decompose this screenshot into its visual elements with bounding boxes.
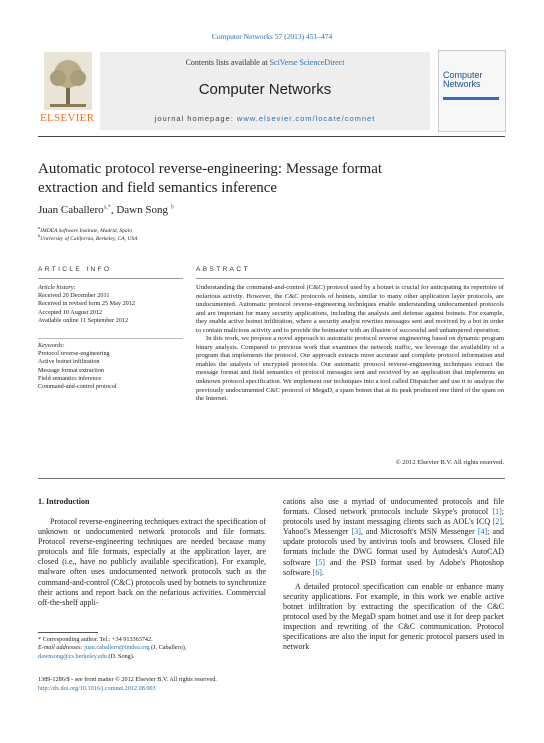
journal-homepage: journal homepage: www.elsevier.com/locate/comnet (154, 114, 376, 123)
keyword: Command-and-control protocol (38, 383, 117, 391)
article-info-label: ARTICLE INFO (38, 266, 112, 273)
tree-emblem-icon (44, 52, 92, 110)
elsevier-wordmark: ELSEVIER (40, 112, 95, 124)
affiliation-a: $^a$IMDEA Software Institute, Madrid, Spain (38, 225, 132, 234)
author-name: Dawn Song (116, 204, 168, 216)
history-item: Accepted 10 August 2012 (38, 308, 103, 316)
history-item: Received 20 December 2011 (38, 292, 110, 300)
abstract-paragraph: In this work, we propose a novel approach to automatic protocol reverse engineering based on dynamic program binary analysis. Compared to previous work that examines the network traffic, we leverage the availability of a program that implements the protocol. Our approach extracts more accurate and complete protocol information and enables the analysis of encrypted protocols. Our automatic protocol reverse-engineering techniques extract the message format and field semantics of protocol messages sent and received by an application that implements an unknown protocol specification. We implement our techniques into a tool called Dispatcher and use it to analyze the previously undocumented C&C protocol of MegaD, a spam botnet that at its peak produced one third of the spam on the Internet. (196, 335, 505, 403)
abstract-body (196, 284, 504, 404)
copyright-notice: © 2012 Elsevier B.V. All rights reserved. (395, 459, 504, 466)
author-name: Juan Caballero (38, 204, 104, 216)
paper-title: Automatic protocol reverse-engineering: Message format extraction and field semantics inference (38, 161, 383, 196)
reference-link[interactable]: [3] (351, 527, 361, 537)
author-affiliation-mark[interactable]: a,* (103, 204, 111, 211)
footnote-rule (38, 632, 98, 633)
section-heading: 1. Introduction (38, 497, 90, 506)
author-list: Juan Caballero$^{a,*}$, Dawn Song $^b$ (38, 204, 174, 216)
footnote: * Corresponding author. Tel.: +34 913363742. E-mail addresses: juan.caballero@imdea.org (J. Caballero), dawnsong@cs.berkeley.edu (D. Song). (38, 636, 187, 660)
right-column (283, 497, 504, 652)
reference-link[interactable]: [5] (315, 557, 325, 567)
keyword: Message format extraction (38, 366, 104, 374)
sciencedirect-link[interactable]: SciVerse ScienceDirect (269, 58, 345, 67)
contents-line: Contents lists available at SciVerse ScienceDirect (185, 58, 345, 67)
article-history: Article history: Received 20 December 2011 Received in revised form 25 May 2012 Accepted 10 August 2012 Available online 11 September 2012 (38, 284, 183, 325)
body-paragraph: A detailed protocol specification can enable or enhance many security applications. For example, in this work we enable active botnet infiltration by extracting the specification of the C&C protocol used by the MegaD spam botnet and use it for deep packet inspection and rewriting of the C&C communication. Protocol specifications are also the input for generic protocol parsers used in network (283, 581, 504, 652)
author-affiliation-mark[interactable]: b (170, 204, 174, 211)
abstract-divider (196, 278, 504, 279)
cover-stripe (443, 97, 499, 100)
abstract-label: ABSTRACT (196, 266, 250, 273)
email-link[interactable]: dawnsong@cs.berkeley.edu (38, 652, 107, 660)
keywords-divider (38, 338, 183, 339)
keyword: Active botnet infiltration (38, 358, 100, 366)
issn-line: 1389-1286/$ - see front matter © 2012 Elsevier B.V. All rights reserved. (38, 676, 217, 683)
abstract-paragraph: Understanding the command-and-control (C&C) protocol used by a botnet is crucial for anticipating its repertoire of nefarious activity. However, the C&C protocols of botnets, similar to many other application layer protocols, are undocumented. Automatic protocol reverse-engineering techniques enable understanding undocumented protocols and are important for many security applications, including the analysis and defense against botnets. For example, they enable active botnet infiltration, where a security analyst rewrites messages sent and received by a bot in order to contain malicious activity and to provide the botmaster with an illusion of successful and unhampered operation. (196, 284, 504, 334)
elsevier-logo (38, 50, 98, 128)
keyword: Field semantics inference (38, 374, 102, 382)
abstract-bottom-rule (38, 478, 505, 479)
keywords-list: Keywords: Protocol reverse-engineering Active botnet infiltration Message format extraction Field semantics inference Command-and-control protocol (38, 342, 183, 391)
doi-link[interactable]: http://dx.doi.org/10.1016/j.comnet.2012.08.003 (38, 685, 156, 692)
header-rule (38, 136, 505, 137)
body-paragraph: Protocol reverse-engineering techniques extract the specification of unknown or undocumented network protocols and file formats. Protocol reverse-engineering techniques are needed because many protocols and file formats, especially at the application layer, are closed (i.e., have no publicly available specification). For example, malware often uses undocumented network protocols such as the command-and-control (C&C) protocols used by botnets to synchronize their actions and report back on the nefarious activities. Commercial off-the-shelf appli- (38, 517, 266, 607)
history-item: Received in revised form 25 May 2012 (38, 300, 135, 308)
reference-link[interactable]: [1] (492, 507, 502, 517)
history-item: Available online 11 September 2012 (38, 316, 129, 324)
reference-link[interactable]: [6] (312, 567, 322, 577)
reference-link[interactable]: [2] (492, 517, 502, 527)
email-link[interactable]: juan.caballero@imdea.org (84, 644, 150, 652)
keyword: Protocol reverse-engineering (38, 350, 110, 358)
left-column (38, 517, 266, 608)
journal-title: Computer Networks (198, 81, 332, 98)
article-info-divider (38, 278, 183, 279)
journal-cover-thumbnail (438, 50, 506, 132)
cover-title: Computer Networks (443, 70, 483, 89)
affiliation-b: $^b$University of California, Berkeley, CA, USA (38, 233, 138, 242)
homepage-link[interactable]: www.elsevier.com/locate/comnet (236, 114, 376, 123)
journal-citation[interactable]: Computer Networks 57 (2013) 451–474 (211, 32, 333, 41)
body-paragraph: cations also use a myriad of undocumented protocols and file formats. Closed network protocols include Skype's protocol [1]; protocols used by instant messaging clients such as AOL's ICQ [2], Yahoo!'s Messenger [3], and Microsoft's MSN Messenger [4]; and update protocols used by antivirus tools and browsers. Closed file formats include the DWG format used by Autodesk's AutoCAD software [5] and the PSD format used by Adobe's Photoshop software [6]. (283, 497, 505, 577)
reference-link[interactable]: [4] (477, 527, 488, 537)
